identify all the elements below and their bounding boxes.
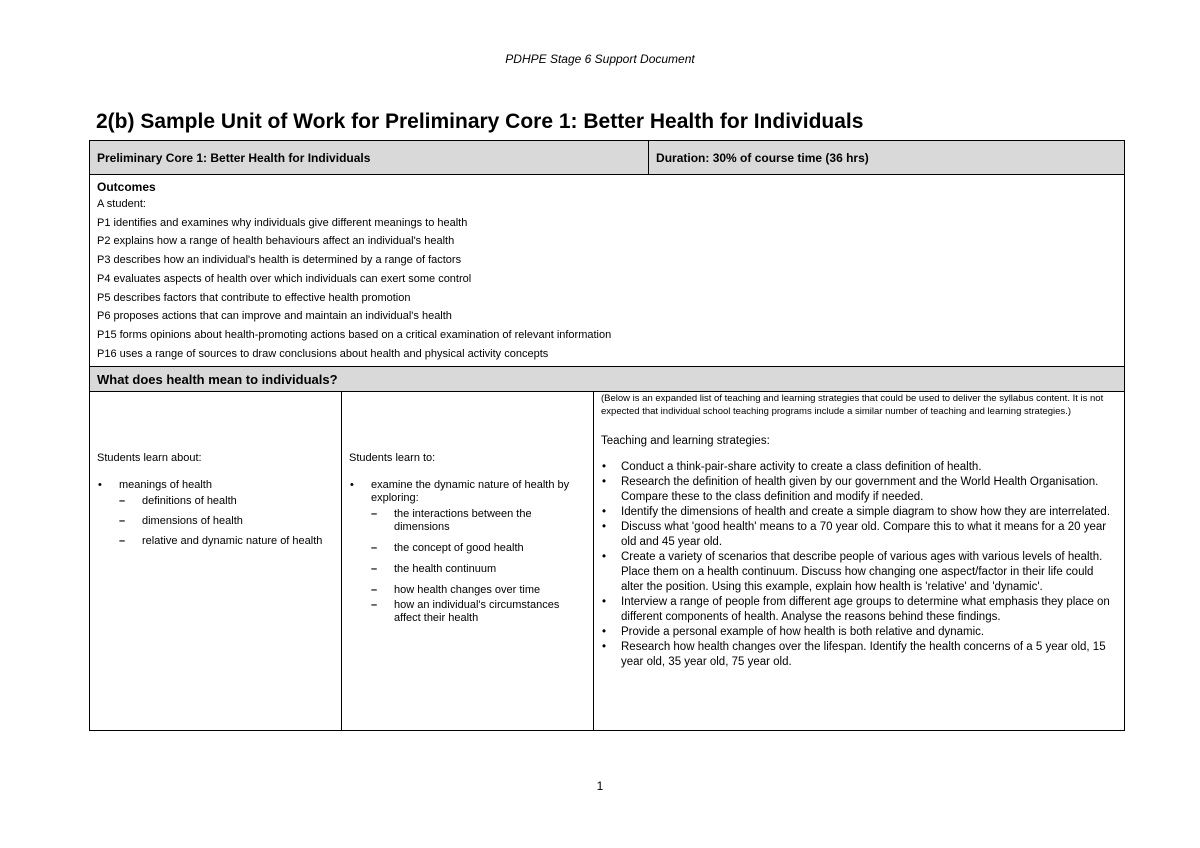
dash-bullet-icon: – [119, 535, 126, 548]
learn-about-column [90, 392, 342, 731]
outcome-item: P16 uses a range of sources to draw conclusions about health and physical activity concepts [97, 347, 549, 360]
list-item: • examine the dynamic nature of health by exploring: – the interactions between the dimensions – the concept of good health – the health continuum – how health changes over time – how an individual's circumstances affect their health [349, 479, 586, 625]
outcome-item: P1 identifies and examines why individuals give different meanings to health [97, 216, 468, 229]
list-item: – relative and dynamic nature of health [119, 535, 323, 548]
list-item: – how health changes over time [371, 584, 541, 597]
list-item: – the concept of good health [371, 542, 524, 555]
outcome-item: P5 describes factors that contribute to effective health promotion [97, 291, 411, 304]
list-item: • Create a variety of scenarios that describe people of various ages with various levels of health. Place them on a health continuum. Discuss how changing one aspect/factor in their life could alter the position. Using this example, explain how health is 'relative' and 'dynamic'. [602, 551, 1103, 594]
focus-question: What does health mean to individuals? [90, 367, 1125, 392]
dash-bullet-icon: – [371, 584, 378, 597]
bullet-icon: • [350, 479, 354, 492]
bullet-icon: • [602, 626, 607, 639]
bullet-icon: • [602, 476, 607, 489]
duration-cell: Duration: 30% of course time (36 hrs) [649, 141, 1125, 175]
list-item: • Research the definition of health given by our government and the World Health Organisation. Compare these to the class definition and modify if needed. [602, 476, 1099, 504]
bullet-icon: • [98, 479, 102, 492]
list-item: • meanings of health – definitions of health – dimensions of health – relative and dynamic nature of health [97, 479, 334, 548]
outcomes-intro: A student: [97, 198, 146, 210]
bullet-icon: • [602, 461, 607, 474]
unit-of-work-table [89, 140, 1125, 731]
running-header: PDHPE Stage 6 Support Document [505, 52, 695, 66]
outcome-item: P2 explains how a range of health behaviours affect an individual's health [97, 235, 455, 248]
dash-bullet-icon: – [371, 508, 378, 521]
dash-bullet-icon: – [119, 515, 126, 528]
outcomes-heading: Outcomes [97, 180, 156, 194]
dash-bullet-icon: – [371, 542, 378, 555]
list-item: • Discuss what 'good health' means to a 70 year old. Compare this to what it means for a 20 year old and 45 year old. [602, 521, 1107, 549]
learn-about-heading: Students learn about: [97, 452, 202, 465]
list-item: • Interview a range of people from different age groups to determine what emphasis they place on different components of health. Analyse the reasons behind these findings. [602, 596, 1110, 624]
bullet-icon: • [602, 521, 607, 534]
list-item: – the interactions between the dimensions [371, 508, 532, 534]
list-item: – definitions of health [119, 495, 237, 508]
list-item: • Identify the dimensions of health and create a simple diagram to show how they are interrelated. [602, 506, 1111, 519]
list-item: • Provide a personal example of how health is both relative and dynamic. [602, 626, 985, 639]
core-title-cell: Preliminary Core 1: Better Health for Individuals [90, 141, 649, 175]
dash-bullet-icon: – [371, 563, 378, 576]
dash-bullet-icon: – [371, 599, 378, 612]
list-item: – dimensions of health [119, 515, 243, 528]
outcome-item: P15 forms opinions about health-promoting actions based on a critical examination of relevant information [97, 328, 612, 341]
dash-bullet-icon: – [119, 495, 126, 508]
bullet-icon: • [602, 551, 607, 564]
bullet-icon: • [602, 641, 607, 654]
outcome-item: P4 evaluates aspects of health over which individuals can exert some control [97, 272, 472, 285]
list-item: • Research how health changes over the lifespan. Identify the health concerns of a 5 year old, 15 year old, 35 year old, 75 year old. [602, 641, 1106, 669]
outcome-item: P6 proposes actions that can improve and maintain an individual's health [97, 310, 452, 323]
strategies-note: (Below is an expanded list of teaching and learning strategies that could be used to deliver the syllabus content. It is not expected that individual school teaching programs include a similar number of teaching and learning strategies.) [601, 393, 1104, 417]
outcomes-cell [90, 175, 1125, 367]
strategies-column [594, 392, 1125, 731]
page-number: 1 [596, 779, 604, 793]
document-title: 2(b) Sample Unit of Work for Preliminary Core 1: Better Health for Individuals [96, 110, 864, 133]
learn-to-heading: Students learn to: [349, 452, 436, 465]
list-item: – the health continuum [371, 563, 497, 576]
learn-to-column [342, 392, 594, 731]
bullet-icon: • [602, 596, 607, 609]
bullet-icon: • [602, 506, 607, 519]
strategies-heading: Teaching and learning strategies: [601, 435, 770, 448]
list-item: • Conduct a think-pair-share activity to create a class definition of health. [602, 461, 982, 474]
outcome-item: P3 describes how an individual's health is determined by a range of factors [97, 254, 462, 267]
list-item: – how an individual's circumstances affect their health [371, 599, 560, 625]
